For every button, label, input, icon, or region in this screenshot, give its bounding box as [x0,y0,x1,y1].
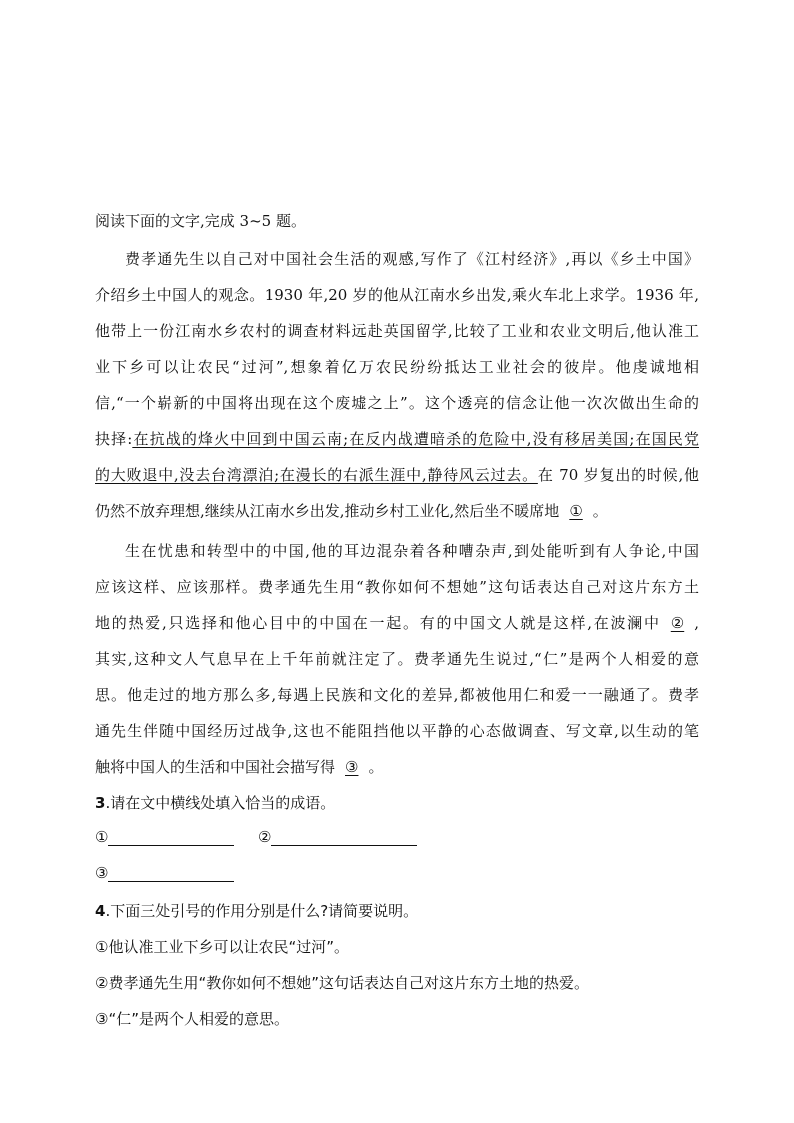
question-text: .下面三处引号的作用分别是什么?请简要说明。 [105,902,419,920]
passage-text: , [694,614,699,632]
passage-line: 介绍乡土中国人的观念。1930 年,20 岁的他从江南水乡出发,乘火车北上求学。1936 年, [95,286,699,304]
passage-text: 触将中国人的生活和中国社会描写得 [95,758,336,776]
question-text: .请在文中横线处填入恰当的成语。 [105,794,336,812]
fill-blank-3: ③ [345,758,359,776]
passage-line: 应该这样、应该那样。费孝通先生用“教你如何不想她”这句话表达自己对这片东方土 [95,578,699,596]
underlined-passage: 的大败退中,没去台湾漂泊;在漫长的右派生涯中,静待风云过去。 [95,466,538,484]
answer-row-1 [95,828,699,846]
question-3 [95,792,699,813]
question-4 [95,900,699,921]
answer-line-2[interactable] [271,831,417,846]
question-4-item-1: ①他认准工业下乡可以让农民“过河”。 [95,938,349,956]
answer-label: ③ [95,864,109,882]
passage-line: 生在忧患和转型中的中国,他的耳边混杂着各种嘈杂声,到处能听到有人争论,中国 [125,542,699,560]
passage-text: 。 [592,502,608,520]
passage-line: 通先生伴随中国经历过战争,这也不能阻挡他以平静的心态做调查、写文章,以生动的笔 [95,722,699,740]
passage-line: 其实,这种文人气息早在上千年前就注定了。费孝通先生说过,“仁”是两个人相爱的意 [95,650,699,668]
passage-line: 业下乡可以让农民“过河”,想象着亿万农民纷纷抵达工业社会的彼岸。他虔诚地相 [95,358,699,376]
passage-line [95,428,699,449]
passage-line: 费孝通先生以自己对中国社会生活的观感,写作了《江村经济》,再以《乡土中国》 [125,250,699,268]
underlined-passage: 在抗战的烽火中回到中国云南;在反内战遭暗杀的危险中,没有移居美国;在国民党 [132,430,699,448]
passage-line [95,464,699,485]
passage-line [95,612,699,633]
answer-label: ② [258,828,272,846]
passage-line: 思。他走过的地方那么多,每遇上民族和文化的差异,都被他用仁和爱一一融通了。费孝 [95,686,699,704]
passage-text: 。 [368,758,384,776]
passage-text: 地的热爱,只选择和他心目中的中国在一起。有的中国文人就是这样,在波澜中 [95,614,661,632]
passage-text: 仍然不放弃理想,继续从江南水乡出发,推动乡村工业化,然后坐不暖席地 [95,502,560,520]
answer-line-3[interactable] [108,867,234,882]
fill-blank-2: ② [670,614,685,632]
passage-line [95,500,699,521]
question-4-item-2: ②费孝通先生用“教你如何不想她”这句话表达自己对这片东方土地的热爱。 [95,974,589,992]
passage-text: 在 70 岁复出的时候,他 [537,466,699,484]
question-number: 4 [95,902,106,920]
passage-line: 他带上一份江南水乡农村的调查材料远赴英国留学,比较了工业和农业文明后,他认准工 [95,322,699,340]
passage-line: 信,“一个崭新的中国将出现在这个废墟之上”。这个透亮的信念让他一次次做出生命的 [95,394,699,412]
fill-blank-1: ① [569,502,583,520]
answer-line-1[interactable] [108,831,234,846]
reading-instruction: 阅读下面的文字,完成 3~5 题。 [95,212,306,230]
passage-line [95,756,699,777]
passage-text: 抉择: [95,430,133,448]
answer-row-2 [95,864,699,882]
question-number: 3 [95,794,106,812]
answer-label: ① [95,828,109,846]
question-4-item-3: ③“仁”是两个人相爱的意思。 [95,1010,289,1028]
